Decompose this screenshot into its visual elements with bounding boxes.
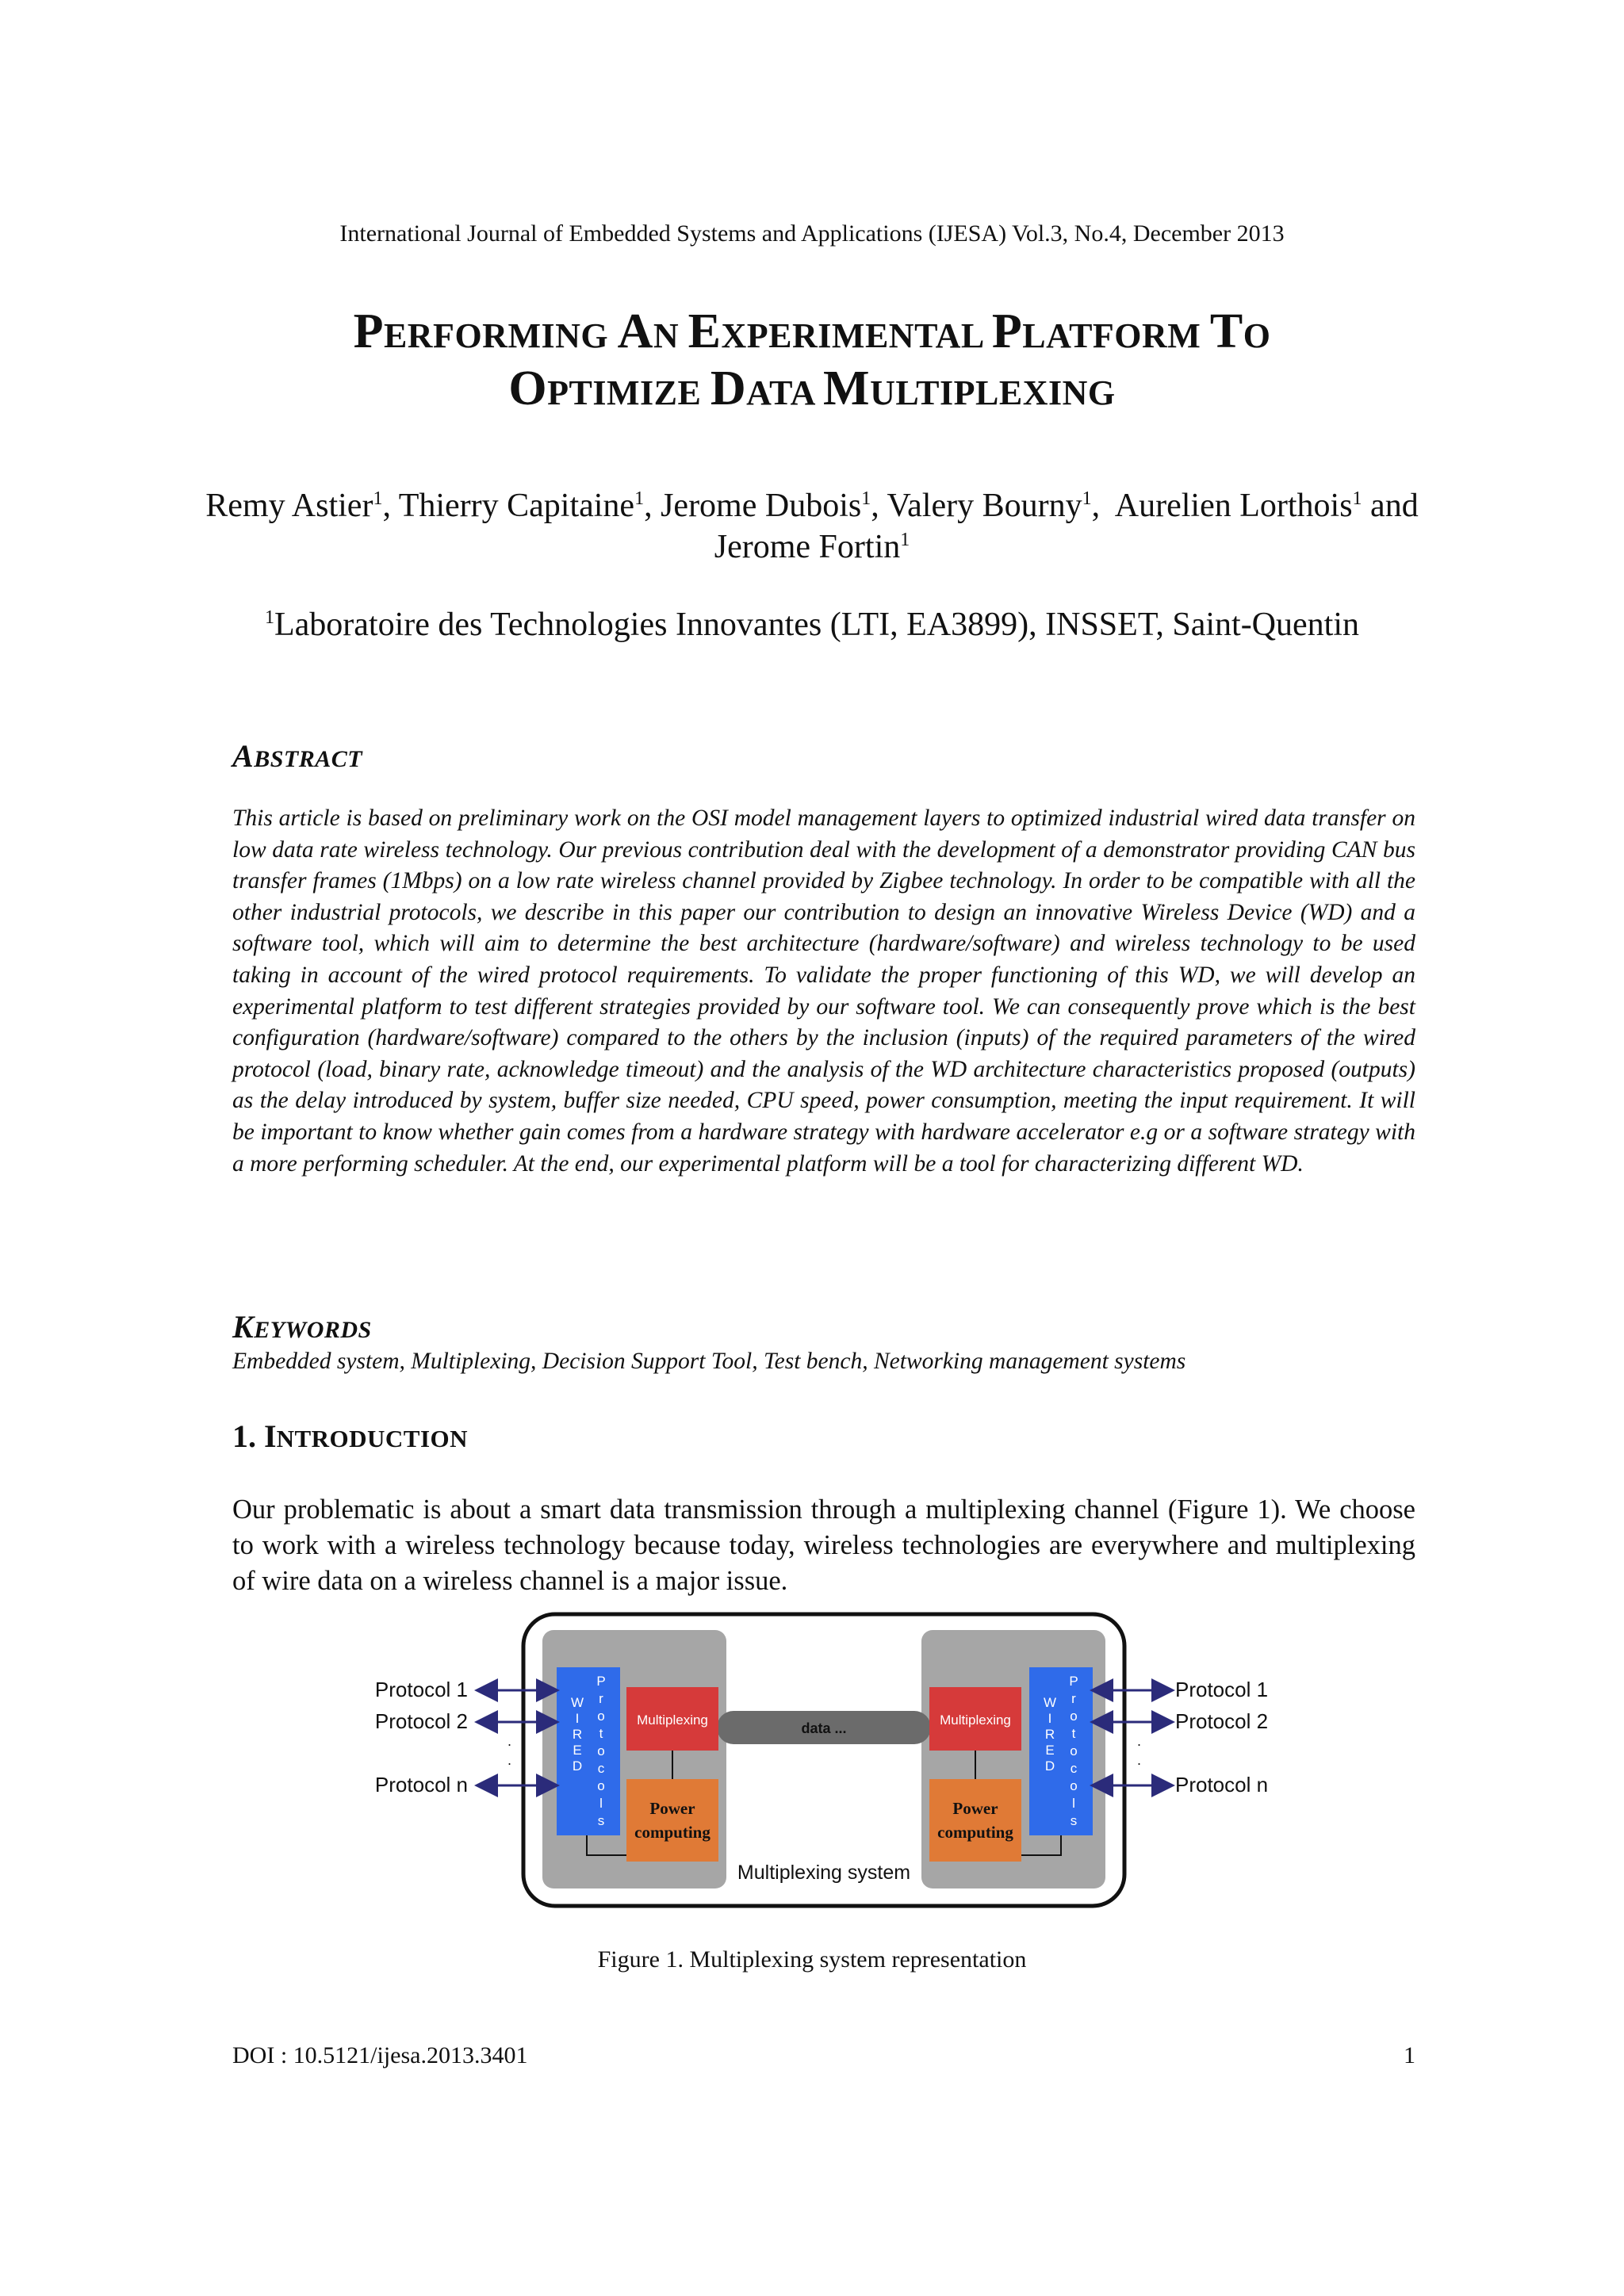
svg-text:o: o: [1070, 1743, 1078, 1758]
svg-text:P: P: [596, 1674, 606, 1689]
svg-text:W: W: [1043, 1695, 1057, 1710]
svg-text:computing: computing: [634, 1823, 710, 1842]
data-label: data ...: [801, 1720, 847, 1736]
svg-text:computing: computing: [937, 1823, 1013, 1842]
svg-text:W: W: [570, 1695, 584, 1710]
svg-text:P: P: [1069, 1674, 1078, 1689]
multiplexing-diagram: [349, 1600, 1300, 1917]
svg-text:Power: Power: [649, 1799, 695, 1818]
author: Jerome Dubois: [661, 488, 862, 524]
keywords-heading: KEYWORDS: [232, 1309, 372, 1345]
author: Aurelien Lorthois: [1114, 488, 1353, 524]
footer-doi: DOI : 10.5121/ijesa.2013.3401: [232, 2042, 528, 2068]
right-wired-protocols-block: [1029, 1667, 1093, 1835]
introduction-heading: 1. INTRODUCTION: [232, 1418, 469, 1454]
right-protocol-1-label: Protocol 1: [1175, 1678, 1269, 1701]
svg-text:Power: Power: [952, 1799, 998, 1818]
svg-text:c: c: [597, 1761, 605, 1776]
svg-text:.: .: [1137, 1752, 1142, 1768]
affiliation: $^1$Laboratoire des Technologies Innovantes (LTI, EA3899), INSSET, Saint-Quentin: [265, 607, 1359, 643]
svg-text:s: s: [1070, 1813, 1078, 1828]
svg-text:D: D: [572, 1758, 583, 1774]
svg-text:E: E: [1045, 1743, 1055, 1758]
svg-text:o: o: [597, 1709, 605, 1724]
svg-text:.: .: [1137, 1733, 1142, 1749]
svg-text:l: l: [599, 1796, 603, 1811]
svg-text:s: s: [597, 1813, 605, 1828]
svg-text:R: R: [1044, 1727, 1055, 1742]
left-protocol-1-label: Protocol 1: [374, 1678, 468, 1701]
title-line-1: PERFORMING AN EXPERIMENTAL PLATFORM TO: [353, 304, 1271, 358]
svg-text:I: I: [575, 1711, 580, 1726]
introduction-text: Our problematic is about a smart data transmission through a multiplexing channel (Figure 1). We choose to work with a wireless technology because today, wireless technologies are everywhere and multiplexing of wire data on a wireless channel is a major issue.: [232, 1494, 1415, 1596]
svg-text:c: c: [1070, 1761, 1078, 1776]
svg-text:.: .: [508, 1752, 512, 1768]
svg-text:t: t: [1071, 1726, 1076, 1741]
svg-text:o: o: [597, 1778, 605, 1793]
right-power-computing-block: [929, 1779, 1021, 1862]
svg-text:l: l: [1072, 1796, 1075, 1811]
svg-text:Multiplexing: Multiplexing: [940, 1712, 1011, 1728]
svg-text:E: E: [573, 1743, 582, 1758]
figure-caption: Figure 1. Multiplexing system representation: [597, 1946, 1027, 1973]
running-header: International Journal of Embedded Systems and Applications (IJESA) Vol.3, No.4, December 2013: [339, 220, 1285, 247]
left-protocol-2-label: Protocol 2: [374, 1709, 468, 1733]
figure-multiplexing-system: [349, 1600, 1300, 1917]
right-protocol-n-label: Protocol n: [1175, 1773, 1269, 1797]
svg-text:.: .: [508, 1733, 512, 1749]
abstract-text: This article is based on preliminary work on the OSI model management layers to optimized industrial wired data transfer on low data rate wireless technology. Our previous contribution deal with the development of a demonstrator providing CAN bus transfer frames (1Mbps) on a low rate wireless channel provided by Zigbee technology. In order to be compatible with all the other industrial protocols, we describe in this paper our contribution to design an innovative Wireless Device (WD) and a software tool, which will aim to determine the best architecture (hardware/software) and wireless technology to be used taking in account of the wired protocol requirements. To validate the proper functioning of this WD, we will develop an experimental platform to test different strategies provided by our software tool. We can consequently prove which is the best configuration (hardware/software) compared to the others by the inclusion (inputs) of the required parameters of the wired protocol (load, binary rate, acknowledge timeout) and the analysis of the WD architecture characteristics proposed (outputs) as the delay introduced by system, buffer size needed, CPU speed, power consumption, meeting the input requirement. It will be important to know whether gain comes from a hardware strategy with hardware accelerator e.g or a software strategy with a more performing scheduler. At the end, our experimental platform will be a tool for characterizing different WD.: [232, 806, 1415, 1177]
left-wired-protocols-block: [557, 1667, 620, 1835]
right-protocol-2-label: Protocol 2: [1175, 1709, 1269, 1733]
abstract-heading: ABSTRACT: [232, 738, 363, 774]
title-line-2: OPTIMIZE DATA MULTIPLEXING: [508, 362, 1116, 415]
svg-text:t: t: [599, 1726, 603, 1741]
svg-text:o: o: [1070, 1709, 1078, 1724]
author-list: Remy Astier$^1$, Thierry Capitaine$^1$, Jerome Dubois$^1$, Valery Bourny$^1$, Aurelien Lorthois$^1$ and Jerome Fortin$^1$: [205, 488, 1419, 565]
multiplexing-system-label: Multiplexing system: [737, 1862, 911, 1884]
svg-text:I: I: [1048, 1711, 1052, 1726]
svg-text:r: r: [599, 1691, 603, 1706]
svg-text:r: r: [1071, 1691, 1076, 1706]
svg-text:o: o: [597, 1743, 605, 1758]
left-protocol-n-label: Protocol n: [374, 1773, 468, 1797]
svg-text:D: D: [1044, 1758, 1055, 1774]
svg-text:R: R: [572, 1727, 583, 1742]
author: Remy Astier: [205, 488, 373, 524]
author: Thierry Capitaine: [398, 488, 635, 524]
page-number: 1: [1404, 2042, 1415, 2068]
author: Valery Bourny: [887, 488, 1082, 524]
svg-text:Multiplexing: Multiplexing: [637, 1712, 708, 1728]
author: Jerome Fortin: [714, 529, 901, 565]
svg-text:o: o: [1070, 1778, 1078, 1793]
left-power-computing-block: [626, 1779, 718, 1862]
paper-title: [190, 305, 1434, 419]
keywords-text: Embedded system, Multiplexing, Decision Support Tool, Test bench, Networking management systems: [232, 1349, 1186, 1374]
